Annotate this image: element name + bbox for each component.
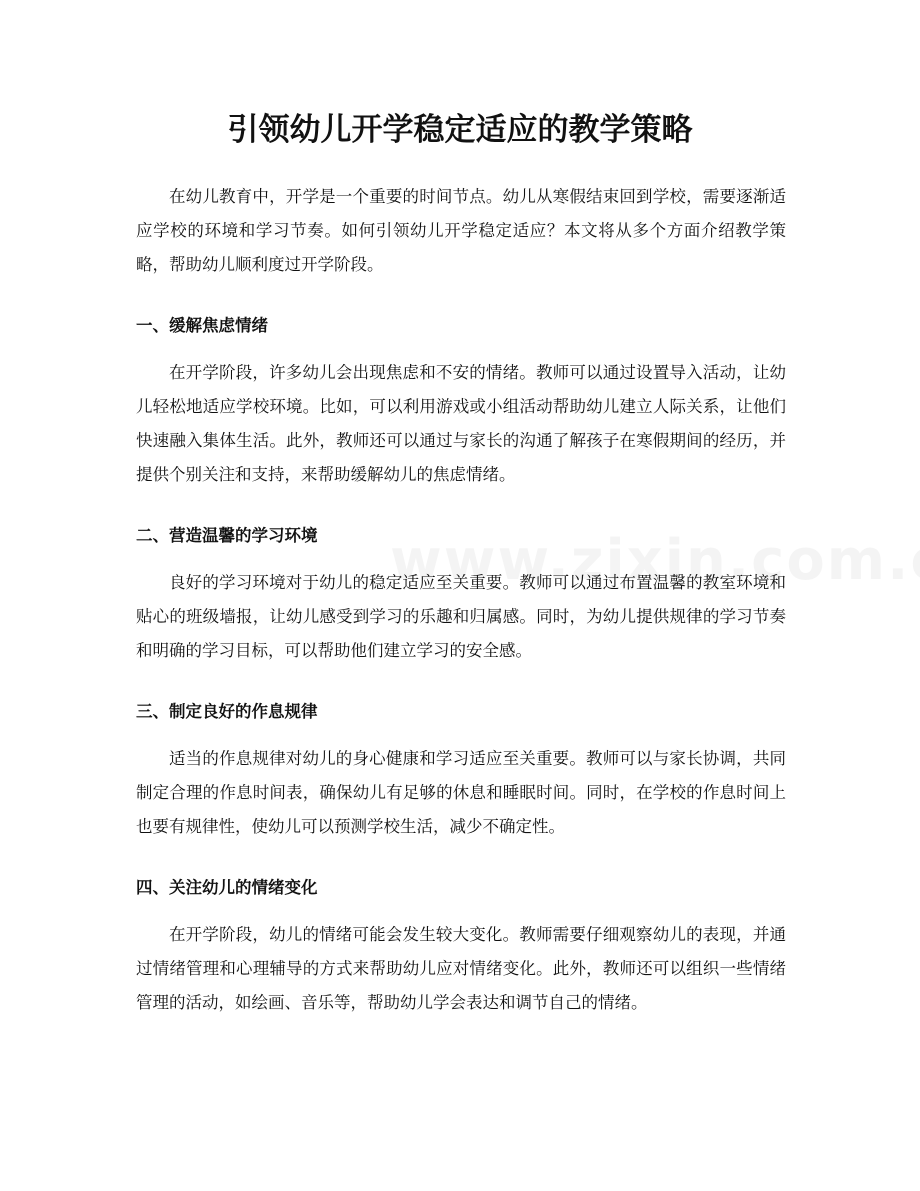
section-heading: 三、制定良好的作息规律 bbox=[136, 702, 318, 721]
intro-paragraph: 在幼儿教育中，开学是一个重要的时间节点。幼儿从寒假结束回到学校，需要逐渐适应学校的环境和学习节奏。如何引领幼儿开学稳定适应？本文将从多个方面介绍教学策略，帮助幼儿顺利度过开学阶段。 bbox=[136, 187, 786, 274]
section-paragraph: 适当的作息规律对幼儿的身心健康和学习适应至关重要。教师可以与家长协调，共同制定合理的作息时间表，确保幼儿有足够的休息和睡眠时间。同时，在学校的作息时间上也要有规律性，使幼儿可以预测学校生活，减少不确定性。 bbox=[136, 749, 786, 836]
section-heading: 四、关注幼儿的情绪变化 bbox=[136, 878, 318, 897]
section-paragraph: 在开学阶段，幼儿的情绪可能会发生较大变化。教师需要仔细观察幼儿的表现，并通过情绪管理和心理辅导的方式来帮助幼儿应对情绪变化。此外，教师还可以组织一些情绪管理的活动，如绘画、音乐等，帮助幼儿学会表达和调节自己的情绪。 bbox=[136, 925, 786, 1012]
document-title: 引领幼儿开学稳定适应的教学策略 bbox=[227, 112, 693, 148]
document-body bbox=[136, 180, 786, 1020]
section-heading: 二、营造温馨的学习环境 bbox=[136, 526, 318, 545]
section-2 bbox=[136, 524, 786, 668]
section-paragraph: 在开学阶段，许多幼儿会出现焦虑和不安的情绪。教师可以通过设置导入活动，让幼儿轻松地适应学校环境。比如，可以利用游戏或小组活动帮助幼儿建立人际关系，让他们快速融入集体生活。此外，教师还可以通过与家长的沟通了解孩子在寒假期间的经历，并提供个别关注和支持，来帮助缓解幼儿的焦虑情绪。 bbox=[136, 363, 786, 484]
section-3 bbox=[136, 700, 786, 844]
section-4 bbox=[136, 876, 786, 1020]
section-1 bbox=[136, 314, 786, 492]
section-heading: 一、缓解焦虑情绪 bbox=[136, 316, 268, 335]
section-paragraph: 良好的学习环境对于幼儿的稳定适应至关重要。教师可以通过布置温馨的教室环境和贴心的班级墙报，让幼儿感受到学习的乐趣和归属感。同时，为幼儿提供规律的学习节奏和明确的学习目标，可以帮助他们建立学习的安全感。 bbox=[136, 573, 786, 660]
